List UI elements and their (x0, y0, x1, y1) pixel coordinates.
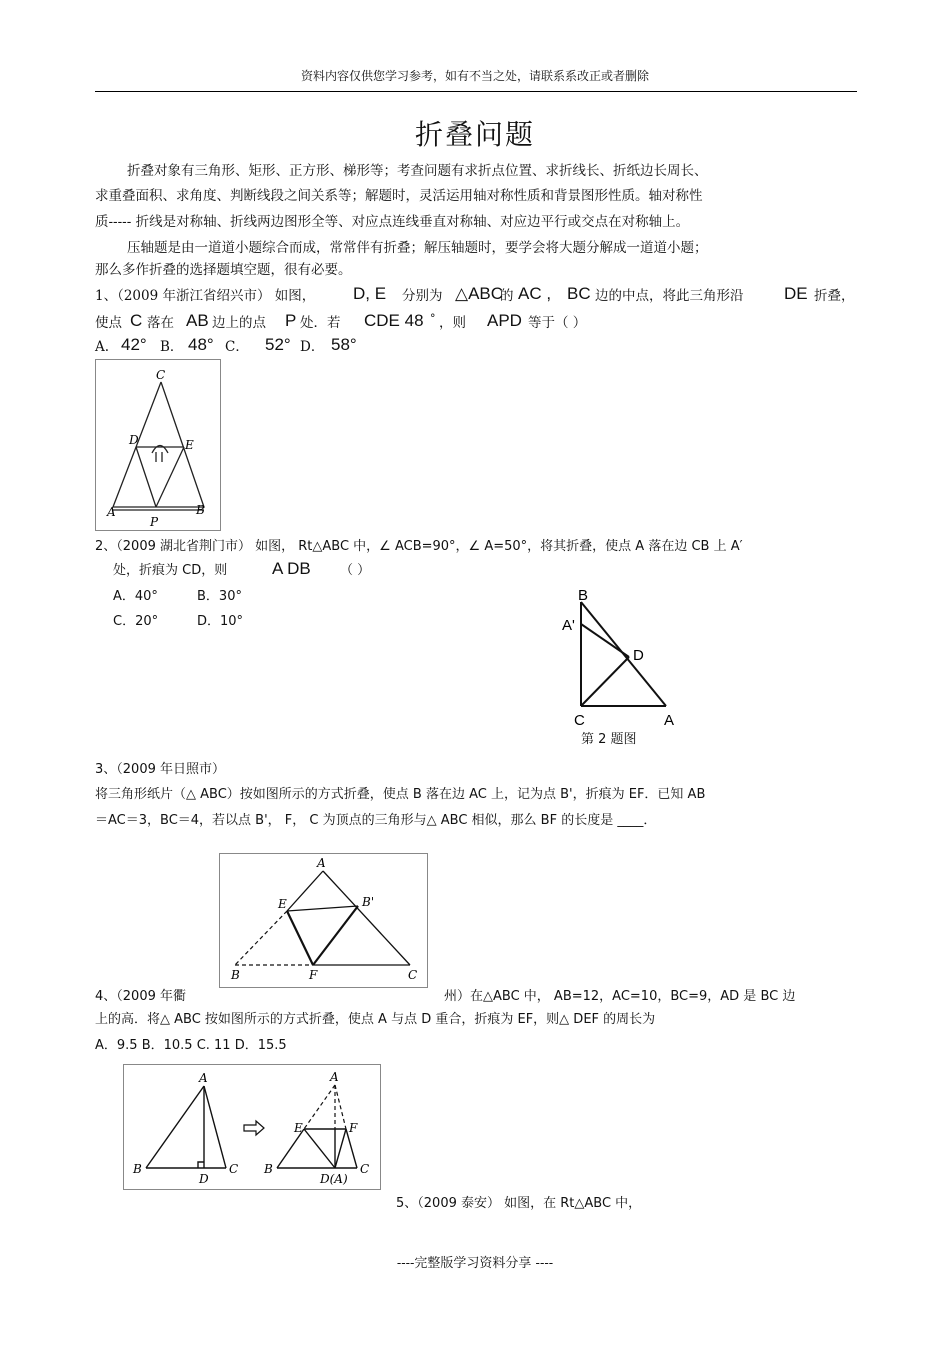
q4-fig-label-a: A (199, 1071, 208, 1085)
q3-fig-label-f: F (309, 968, 318, 982)
q1-option-b: 48° (188, 335, 214, 354)
q1-text-1: 分别为 (402, 288, 443, 304)
q1-ab: AB (186, 311, 209, 330)
q1-fig-label-a: A (107, 505, 116, 519)
page-title: 折叠问题 (414, 118, 535, 151)
q1-de: DE (784, 284, 808, 303)
intro-line-5: 那么多作折叠的选择题填空题，很有必要。 (95, 262, 352, 278)
q3-heading: 3、（2009 年日照市） (95, 762, 225, 777)
q3-figure (219, 853, 428, 988)
q1-line2-a: 使点 (95, 315, 122, 331)
q2-option-c: C．20° (113, 614, 159, 629)
q1-text-2: 的 (500, 288, 514, 304)
q1-prefix: 1、（2009 年浙江省绍兴市） 如图， (95, 288, 316, 304)
q4-line-1a: 4、（2009 年衢 (95, 989, 186, 1004)
q2-fig-label-d: D (633, 647, 644, 664)
q1-fig-label-c: C (156, 368, 166, 382)
q4-fig-label-f: F (349, 1121, 358, 1135)
intro-line-4: 压轴题是由一道道小题综合而成，常常伴有折叠；解压轴题时，要学会将大题分解成一道道小题； (127, 240, 708, 256)
q2-figure-caption: 第 2 题图 (581, 732, 637, 747)
q1-triangle: △ABC (455, 284, 504, 303)
q3-line-2: ＝AC＝3，BC＝4，若以点 B'， F， C 为顶点的三角形与△ ABC 相似，那么 BF 的长度是 ____． (95, 813, 657, 828)
q1-points-de: D, E (353, 284, 387, 303)
q2-angle-adb: A DB (272, 559, 311, 578)
q1-bc: BC (567, 284, 591, 303)
q1-line2-c: 边上的点 (212, 315, 266, 331)
q1-line2-d: 处．若 (300, 315, 341, 331)
q1-text-3: 边的中点，将此三角形沿 (595, 288, 744, 304)
q3-fig-label-c: C (408, 968, 418, 982)
q2-fig-label-a: A (664, 712, 675, 729)
intro-line-2: 求重叠面积、求角度、判断线段之间关系等；解题时，灵活运用轴对称性质和背景图形性质。轴对称性 (95, 188, 703, 204)
q2-option-a: A．40° (113, 589, 158, 604)
intro-line-1: 折叠对象有三角形、矩形、正方形、梯形等；考查问题有求折点位置、求折线长、折纸边长周长、 (127, 163, 708, 179)
q4-fig-label-da: D(A) (320, 1172, 348, 1186)
q4-fig-label-c2: C (360, 1162, 370, 1176)
q4-fig-label-c: C (229, 1162, 239, 1176)
q1-option-c: 52° (265, 335, 291, 354)
page-footer: ----完整版学习资料分享 ---- (396, 1256, 554, 1271)
q1-fig-label-d: D (129, 433, 139, 447)
q3-fig-label-b1: B' (362, 895, 375, 909)
q2-fig-label-c: C (574, 712, 585, 729)
q1-figure (95, 359, 221, 531)
q4-options: A．9.5 B．10.5 C. 11 D．15.5 (95, 1038, 287, 1053)
q1-ac: AC , (518, 284, 552, 303)
q3-fig-label-a: A (317, 856, 326, 870)
q1-angle-apd: APD (487, 311, 522, 330)
q5-line-1: 5、（2009 泰安） 如图，在 Rt△ABC 中， (396, 1196, 642, 1211)
q4-line-1b: 州）在△ABC 中， AB=12，AC=10，BC=9，AD 是 BC 边 (444, 989, 796, 1004)
q1-option-a: 42° (121, 335, 147, 354)
page-header: 资料内容仅供您学习参考，如有不当之处，请联系系改正或者删除 (300, 69, 649, 83)
q4-fig-label-d: D (199, 1172, 209, 1186)
q1-option-d: 58° (331, 335, 357, 354)
q1-text-4: 折叠， (814, 288, 855, 304)
q2-fig-label-b: B (578, 587, 589, 604)
q3-fig-label-e: E (278, 897, 287, 911)
q1-point-c: C (130, 311, 143, 330)
q1-fig-label-b: B (196, 503, 205, 517)
q1-option-a-label: A. (95, 339, 110, 355)
q1-line2-b: 落在 (147, 315, 174, 331)
intro-line-3: 质----- 折线是对称轴、折线两边图形全等、对应点连线垂直对称轴、对应边平行或交点在对称轴上。 (95, 214, 690, 230)
q1-fig-label-p: P (150, 515, 159, 529)
q2-line-2b: （ ） (340, 563, 371, 578)
q4-fig-label-e: E (294, 1121, 303, 1135)
q3-line-1: 将三角形纸片（△ ABC）按如图所示的方式折叠，使点 B 落在边 AC 上，记为点 B'，折痕为 EF．已知 AB (95, 787, 706, 802)
header-divider (95, 91, 857, 92)
arrow-right-icon (244, 1121, 264, 1135)
q4-figure (123, 1064, 381, 1190)
q4-fig-label-b: B (133, 1162, 142, 1176)
q4-fig-label-b2: B (264, 1162, 273, 1176)
q2-figure (555, 584, 695, 732)
q2-fig-label-a1: A' (562, 617, 575, 634)
q1-point-p: P (285, 311, 297, 330)
q4-line-2: 上的高．将△ ABC 按如图所示的方式折叠，使点 A 与点 D 重合，折痕为 EF，则△ DEF 的周长为 (95, 1012, 656, 1027)
q1-line2-f: 等于（ ） (528, 315, 587, 331)
q2-option-d: D．10° (197, 614, 244, 629)
q2-line-1: 2、（2009 湖北省荆门市） 如图， Rt△ABC 中，∠ ACB=90°，∠ A=50°，将其折叠，使点 A 落在边 CB 上 A′ (95, 539, 743, 554)
q1-option-b-label: B． (160, 339, 184, 355)
q1-option-c-label: C． (225, 339, 249, 355)
q2-option-b: B．30° (197, 589, 242, 604)
q1-line2-e: ，则 (439, 315, 466, 331)
q1-angle-cde: CDE 48 (364, 311, 424, 330)
q4-fig-label-a2: A (330, 1070, 339, 1084)
q2-line-2a: 处，折痕为 CD，则 (113, 563, 228, 578)
q3-fig-label-b: B (231, 968, 240, 982)
q1-fig-label-e: E (185, 438, 194, 452)
q1-degree: ° (430, 312, 436, 325)
q1-option-d-label: D． (300, 339, 325, 355)
